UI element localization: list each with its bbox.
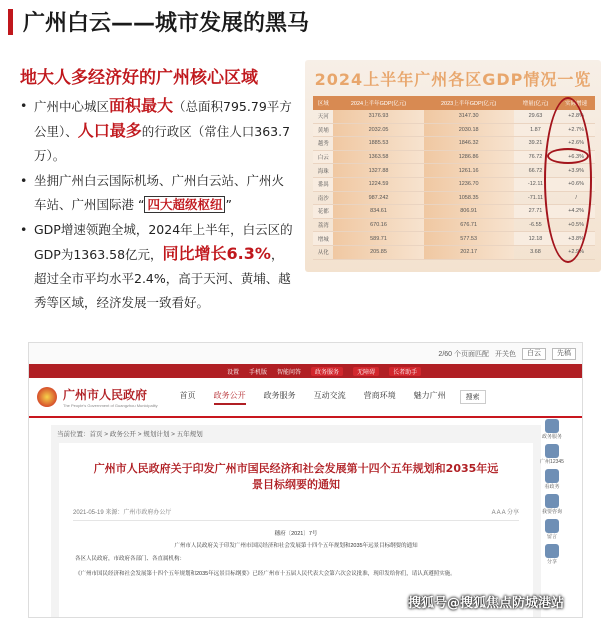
side-tool-label: 政务服务 bbox=[541, 434, 562, 440]
website-screenshot bbox=[28, 342, 583, 618]
side-tool-icon bbox=[545, 494, 559, 508]
table-cell: 3147.30 bbox=[424, 110, 514, 123]
table-cell: 3.68 bbox=[514, 245, 558, 259]
table-cell: 2030.18 bbox=[424, 123, 514, 137]
table-cell: / bbox=[557, 191, 595, 205]
table-cell: 589.71 bbox=[333, 232, 423, 246]
highlight-text: 面积最大 bbox=[109, 96, 174, 115]
side-tool-label: 广州12345 bbox=[540, 459, 564, 465]
find-input[interactable]: 白云 bbox=[522, 348, 546, 360]
article-title: 广州市人民政府关于印发广州市国民经济和社会发展第十四个五年规划和2035年远景目标纲要的通知 bbox=[93, 462, 499, 491]
table-cell: 76.72 bbox=[514, 150, 558, 164]
gdp-table-title: 2024上半年广州各区GDP情况一览 bbox=[314, 69, 592, 89]
bullet-text: GDP增速领跑全城，2024年上半年，白云区的GDP为1363.58亿元， bbox=[34, 222, 293, 262]
document-paragraph: 各区人民政府，市政府各部门、各直属机构： bbox=[75, 556, 186, 562]
article-date-source: 2021-05-19 来源：广州市政府办公厅 bbox=[73, 510, 172, 516]
table-cell: 3176.93 bbox=[333, 110, 423, 123]
find-ratio: 2/60 个页面匹配 bbox=[438, 350, 489, 358]
side-tool-icon bbox=[545, 419, 559, 433]
table-cell: 27.71 bbox=[514, 205, 558, 219]
table-cell: +6.3% bbox=[557, 150, 595, 164]
table-cell: +2.9% bbox=[557, 245, 595, 259]
side-tool-icon bbox=[545, 469, 559, 483]
table-cell: 海珠 bbox=[313, 164, 333, 178]
bullet-text: （总面积795.79平方公里）、 bbox=[34, 99, 292, 139]
side-tool-icon bbox=[545, 444, 559, 458]
title-accent-bar bbox=[8, 9, 13, 35]
content-area bbox=[51, 425, 541, 617]
bullet-item bbox=[20, 169, 295, 217]
table-cell: 1236.70 bbox=[424, 177, 514, 191]
table-cell: 670.16 bbox=[333, 218, 423, 232]
table-cell: 29.63 bbox=[514, 110, 558, 123]
document-paragraph: 《广州市国民经济和社会发展第十四个五年规划和2035年远景目标纲要》已经广州市十五届人民代表大会第六次会议批准，现印发给你们，请认真遵照实施。 bbox=[75, 571, 456, 577]
site-header bbox=[29, 378, 582, 418]
section-subheading: 地大人多经济好的广州核心区域 bbox=[20, 68, 258, 88]
table-cell: 577.53 bbox=[424, 232, 514, 246]
side-tool-item[interactable] bbox=[539, 494, 565, 515]
side-tool-item[interactable] bbox=[539, 519, 565, 540]
table-cell: 1846.32 bbox=[424, 137, 514, 151]
document-subtitle: 广州市人民政府关于印发广州市国民经济和社会发展第十四个五年规划和2035年远景目标纲要的通知 bbox=[174, 543, 418, 549]
table-cell: +0.5% bbox=[557, 218, 595, 232]
side-tool-label: 我要咨询 bbox=[541, 509, 562, 515]
side-tool-item[interactable] bbox=[539, 419, 565, 440]
annotation-ellipse bbox=[544, 97, 592, 263]
bullet-text: 广州中心城区 bbox=[34, 99, 110, 114]
table-cell: 1.87 bbox=[514, 123, 558, 137]
table-cell: 从化 bbox=[313, 245, 333, 259]
table-cell: -12.11 bbox=[514, 177, 558, 191]
table-cell: 增城 bbox=[313, 232, 333, 246]
nav-item[interactable]: 魅力广州 bbox=[413, 390, 446, 400]
table-cell: 66.72 bbox=[514, 164, 558, 178]
side-toolbar bbox=[536, 419, 568, 565]
highlight-text: 同比增长6.3% bbox=[162, 244, 271, 263]
table-cell: 南沙 bbox=[313, 191, 333, 205]
table-cell: 1058.35 bbox=[424, 191, 514, 205]
table-cell: +2.8% bbox=[557, 110, 595, 123]
table-header: 增量(亿元) bbox=[514, 96, 558, 110]
document-number: 穗府〔2021〕7号 bbox=[274, 531, 318, 537]
table-header: 区域 bbox=[313, 96, 333, 110]
table-cell: 荔湾 bbox=[313, 218, 333, 232]
table-cell: +3.9% bbox=[557, 164, 595, 178]
side-tool-label: 留言 bbox=[546, 534, 557, 540]
table-cell: 1286.86 bbox=[424, 150, 514, 164]
font-size-share-controls[interactable]: A A A 分享 bbox=[491, 510, 519, 516]
table-cell: 花都 bbox=[313, 205, 333, 219]
table-cell: 205.85 bbox=[333, 245, 423, 259]
bullet-item bbox=[20, 218, 295, 315]
highlight-text: 人口最多 bbox=[77, 121, 142, 140]
table-cell: 806.91 bbox=[424, 205, 514, 219]
find-toggle[interactable]: 开关色 bbox=[495, 350, 516, 358]
site-name-cn: 广州市人民政府 bbox=[63, 388, 148, 402]
table-cell: 676.71 bbox=[424, 218, 514, 232]
nav-item[interactable]: 互动交流 bbox=[313, 390, 346, 400]
table-cell: -6.55 bbox=[514, 218, 558, 232]
table-header: 实际增速 bbox=[557, 96, 595, 110]
side-tool-item[interactable] bbox=[539, 544, 565, 565]
article-meta bbox=[73, 507, 519, 521]
utility-link[interactable]: 设置 bbox=[227, 369, 240, 376]
utility-link[interactable]: 无障碍 bbox=[353, 367, 379, 376]
bullet-text: ” bbox=[225, 197, 232, 212]
watermark: 搜狐号@搜狐焦点防城港站 bbox=[408, 596, 565, 611]
table-cell: 1224.59 bbox=[333, 177, 423, 191]
utility-link[interactable]: 长者助手 bbox=[389, 367, 421, 376]
highlight-text: 四大超级枢纽 bbox=[144, 196, 225, 213]
table-cell: 黄埔 bbox=[313, 123, 333, 137]
nav-item[interactable]: 营商环境 bbox=[363, 390, 396, 400]
site-utility-bar bbox=[29, 364, 582, 378]
bullet-item bbox=[20, 94, 295, 168]
annotation-ellipse-highlight bbox=[547, 148, 589, 164]
bullet-text: ，超过全市平均水平2.4%，高于天河、黄埔、越秀等区域，经济发展一致看好。 bbox=[34, 247, 291, 310]
side-tool-icon bbox=[545, 519, 559, 533]
table-header: 2024上半年GDP(亿元) bbox=[333, 96, 423, 110]
table-cell: 番禺 bbox=[313, 177, 333, 191]
table-cell: 越秀 bbox=[313, 137, 333, 151]
table-cell: 834.61 bbox=[333, 205, 423, 219]
side-tool-item[interactable] bbox=[539, 469, 565, 490]
table-cell: +3.8% bbox=[557, 232, 595, 246]
table-cell: 1261.16 bbox=[424, 164, 514, 178]
main-nav bbox=[180, 390, 446, 405]
table-cell: +4.2% bbox=[557, 205, 595, 219]
side-tool-item[interactable] bbox=[539, 444, 565, 465]
table-cell: +0.6% bbox=[557, 177, 595, 191]
utility-link[interactable]: 手机版 bbox=[249, 369, 268, 376]
nav-item[interactable]: 政务服务 bbox=[263, 390, 296, 400]
table-cell: 12.18 bbox=[514, 232, 558, 246]
table-cell: 1885.53 bbox=[333, 137, 423, 151]
find-button[interactable]: 先稿 bbox=[552, 348, 576, 360]
article bbox=[59, 443, 533, 617]
table-cell: -71.11 bbox=[514, 191, 558, 205]
bullet-list bbox=[20, 94, 295, 316]
side-tool-label: 看政务 bbox=[544, 484, 560, 490]
table-cell: +2.7% bbox=[557, 123, 595, 137]
slide-title bbox=[8, 6, 309, 37]
table-cell: 202.17 bbox=[424, 245, 514, 259]
utility-link[interactable]: 政务服务 bbox=[311, 367, 343, 376]
browser-find-bar bbox=[29, 343, 582, 364]
table-cell: 987.242 bbox=[333, 191, 423, 205]
page-title: 广州白云——城市发展的黑马 bbox=[23, 11, 310, 36]
side-tool-icon bbox=[545, 544, 559, 558]
national-emblem-icon bbox=[37, 387, 57, 407]
bullet-text: 的行政区（常住人口363.7万）。 bbox=[34, 124, 291, 163]
table-cell: +2.6% bbox=[557, 137, 595, 151]
table-cell: 1327.88 bbox=[333, 164, 423, 178]
table-row bbox=[313, 245, 595, 259]
breadcrumb: 当前位置：首页 > 政务公开 > 规划计划 > 五年规划 bbox=[57, 431, 203, 438]
table-cell: 白云 bbox=[313, 150, 333, 164]
bullet-text: 坐拥广州白云国际机场、广州白云站、广州火车站、广州国际港 “ bbox=[34, 173, 285, 212]
site-name[interactable] bbox=[63, 386, 158, 408]
table-cell: 天河 bbox=[313, 110, 333, 123]
table-header: 2023上半年GDP(亿元) bbox=[424, 96, 514, 110]
table-cell: 2032.05 bbox=[333, 123, 423, 137]
nav-item[interactable]: 首页 bbox=[179, 390, 196, 400]
table-cell: 1363.58 bbox=[333, 150, 423, 164]
nav-item[interactable]: 政务公开 bbox=[214, 390, 246, 405]
search-button[interactable]: 搜索 bbox=[460, 390, 486, 404]
utility-link[interactable]: 智能问答 bbox=[277, 369, 302, 376]
table-cell: 39.21 bbox=[514, 137, 558, 151]
side-tool-label: 分享 bbox=[546, 559, 557, 565]
site-name-en: The People's Government of Guangzhou Municipality bbox=[63, 403, 158, 408]
